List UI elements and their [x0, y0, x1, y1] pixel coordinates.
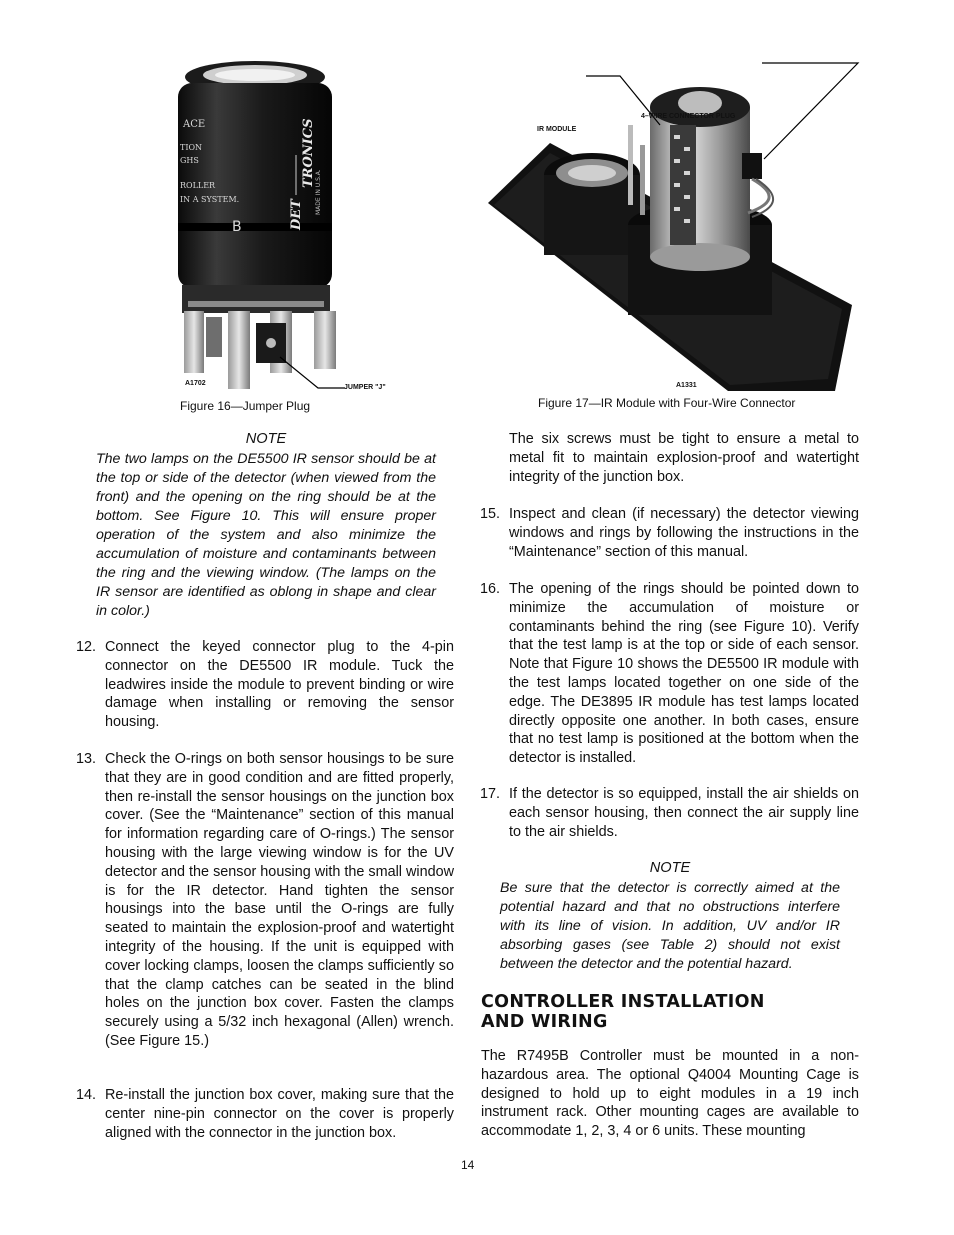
left-note-title: NOTE: [245, 431, 287, 447]
list-item-text: Check the O-rings on both sensor housings to be sure that they are in good condition and are fitted properly, then re-install the sensor housings on the junction box cover. (See the “Maintenance” section of this manual for information regarding care of O-rings.) The sensor housing with the large viewing window is for the UV detector and the sensor housing with the small window is for the IR detector. Hand tighten the sensor housings into the base until the O-rings are fully seated to maintain the explosion-proof and watertight integrity of the housing. If the unit is equipped with cover locking clamps, loosen the clamps sufficiently so that the clamp catches can be seated in the blind holes on the junction box cover. Fasten the clamps securely using a 5/32 inch hexagonal (Allen) wrench. (See Figure 15.): [105, 751, 454, 1049]
figure-17-connector-label: 4–WIRE CONNECTOR PLUG: [641, 113, 736, 120]
figure-17-code: A1331: [676, 382, 697, 389]
figure-16-code: A1702: [185, 380, 206, 387]
figure-17: [480, 55, 870, 395]
right-note-title: NOTE: [649, 860, 691, 876]
svg-text:ROLLER: ROLLER: [180, 181, 216, 190]
list-item-number: 14.: [76, 1087, 97, 1103]
list-item-number: 13.: [76, 751, 97, 767]
list-item-15: [480, 505, 859, 565]
figure-16-jumper-label: JUMPER "J": [344, 384, 386, 391]
svg-text:TION: TION: [180, 143, 203, 152]
svg-text:MADE IN U.S.A.: MADE IN U.S.A.: [315, 169, 322, 215]
list-item-12: [76, 638, 454, 734]
svg-text:GHS: GHS: [180, 156, 199, 165]
figure-17-ir-module-label: IR MODULE: [537, 126, 577, 133]
figure-17-caption: Figure 17—IR Module with Four-Wire Connector: [538, 396, 796, 410]
figure-17-photo: [480, 55, 870, 395]
list-item-text: If the detector is so equipped, install the air shields on each sensor housing, then connect the air supply line to the air shields.: [509, 786, 859, 840]
svg-text:TRONICS: TRONICS: [301, 118, 316, 188]
right-intro-paragraph: The six screws must be tight to ensure a metal to metal fit to maintain explosion-proof and watertight integrity of the junction box.: [509, 431, 859, 485]
controller-paragraph: The R7495B Controller must be mounted in a non-hazardous area. The optional Q4004 Mounting Cage is designed to hold up to eight modules in a 19 inch instrument rack. Other mounting cages are available to accommodate 1, 2, 3, 4 or 6 units. These mounting: [481, 1048, 859, 1140]
list-item-16: [480, 580, 859, 770]
list-item-text: The opening of the rings should be pointed down to minimize the accumulation of moisture or contaminants behind the ring (see Figure 10). Verify that the test lamp is at the top or side of each sensor. Note that Figure 10 shows the DE5500 IR module with the test lamps located together on one side of the edge. The DE3895 IR module has test lamps located directly opposite one another. In both cases, ensure that no test lamp is positioned at the bottom when the detector is installed.: [509, 581, 859, 767]
list-item-number: 15.: [480, 506, 501, 522]
list-item-17: [480, 785, 859, 845]
svg-text:DET: DET: [289, 199, 304, 230]
section-heading: [481, 992, 861, 1032]
list-item-number: 12.: [76, 639, 97, 655]
page-number: 14: [461, 1158, 475, 1172]
list-item-text: Re-install the junction box cover, making sure that the center nine-pin connector on the cover is properly aligned with the connector in the junction box.: [105, 1087, 454, 1141]
figure-16-caption: Figure 16—Jumper Plug: [180, 399, 311, 413]
list-item-number: 17.: [480, 786, 501, 802]
right-note-body: Be sure that the detector is correctly aimed at the potential hazard and that no obstructions interfere with its line of vision. In addition, UV and/or IR absorbing gases (see Table 2) should not exist between the detector and the potential hazard.: [500, 880, 840, 972]
left-note-body: The two lamps on the DE5500 IR sensor should be at the top or side of the detector (when viewed from the front) and the opening on the ring should be at the bottom. See Figure 10. This will ensure proper operation of the system and also minimize the accumulation of moisture and contaminants between the ring and the viewing window. (The lamps on the IR sensor are identified as oblong in shape and clear in color.): [96, 451, 436, 619]
list-item-text: Connect the keyed connector plug to the 4-pin connector on the DE5500 IR module. Tuck the leadwires inside the module to prevent binding or wire damage when installing or removing the sensor housing.: [105, 639, 454, 731]
section-heading-line-2: AND WIRING: [481, 1012, 608, 1032]
list-item-number: 16.: [480, 581, 501, 597]
list-item-14: [76, 1086, 454, 1146]
figure-16: [170, 55, 410, 395]
figure-16-photo: [170, 55, 410, 395]
svg-text:B: B: [232, 219, 242, 235]
section-heading-line-1: CONTROLLER INSTALLATION: [481, 992, 765, 1012]
list-item-text: Inspect and clean (if necessary) the detector viewing windows and rings by following the instructions in the “Maintenance” section of this manual.: [509, 506, 859, 560]
svg-text:ACE: ACE: [183, 119, 206, 130]
list-item-13: [76, 750, 454, 1070]
svg-text:IN A SYSTEM.: IN A SYSTEM.: [180, 195, 240, 204]
